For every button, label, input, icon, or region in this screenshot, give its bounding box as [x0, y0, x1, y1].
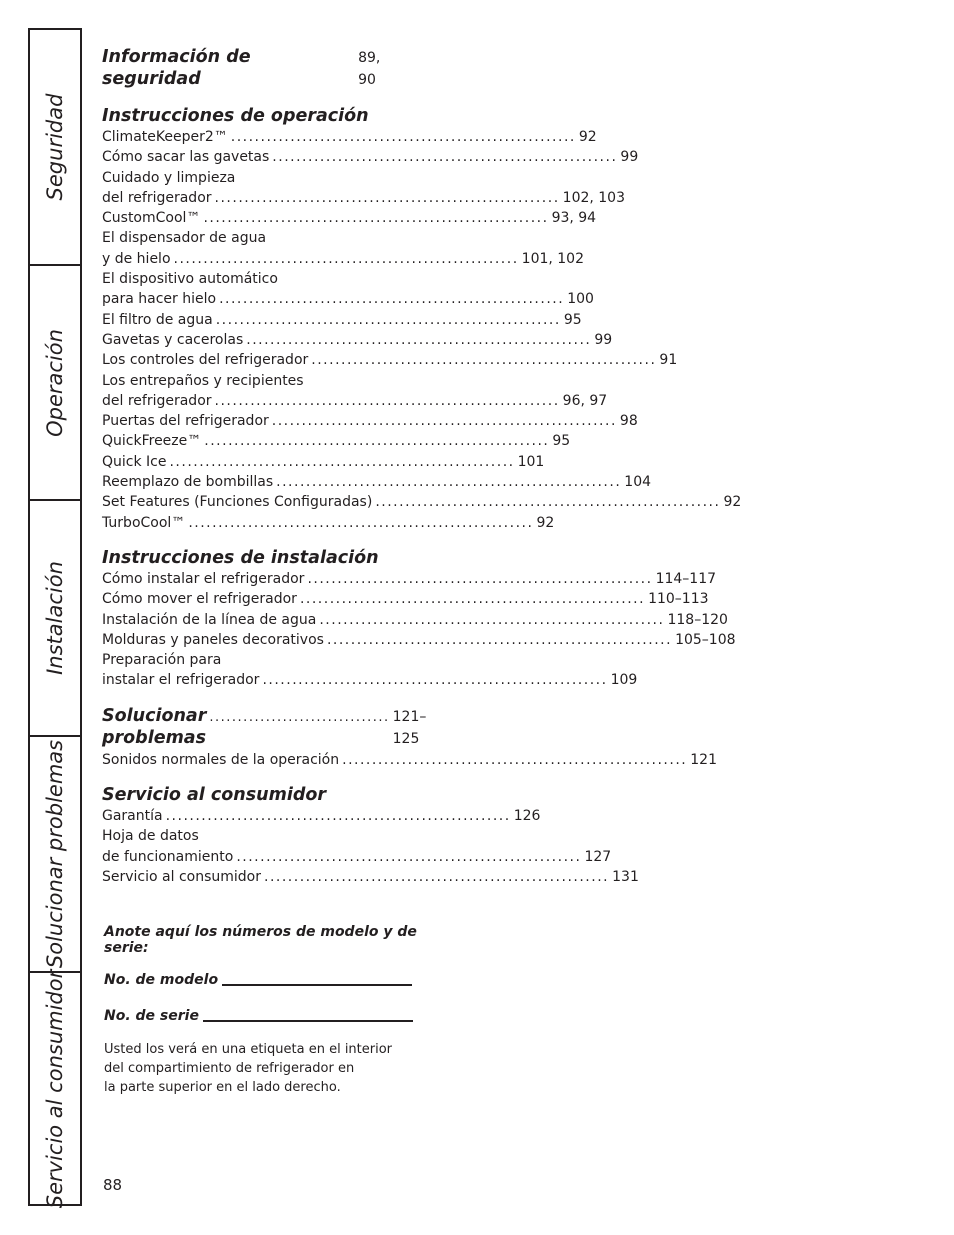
index-entry[interactable] — [102, 610, 728, 630]
entry-text: del refrigerador — [102, 392, 212, 409]
tab-label: Solucionar problemas — [43, 739, 67, 969]
section-problemas — [102, 705, 717, 770]
leader-dots: .......................................................... — [307, 570, 653, 587]
tab-label: Instalación — [43, 561, 67, 675]
index-entry[interactable] — [102, 391, 608, 411]
entry-line-prefix: Los entrepaños y recipientes — [102, 372, 304, 389]
leader-dots: .......................................................... — [219, 291, 565, 308]
index-entry[interactable] — [102, 350, 678, 370]
serial-number-field[interactable] — [104, 1004, 449, 1024]
index-entry[interactable] — [102, 310, 582, 330]
entry-text: Instalación de la línea de agua — [102, 611, 317, 628]
model-serial-record — [104, 924, 449, 1097]
leader-dots: .......................................................... — [272, 149, 618, 166]
table-of-contents — [102, 46, 742, 887]
page-ref: 114–117 — [655, 570, 717, 587]
entry-text: Molduras y paneles decorativos — [102, 631, 324, 648]
page-ref: 102, 103 — [562, 189, 625, 206]
entry-text: TurboCool™ — [102, 514, 186, 531]
page-ref: 101, 102 — [521, 250, 584, 267]
leader-dots: .......................................................... — [188, 514, 534, 531]
leader-dots: .......................................................... — [342, 751, 688, 768]
leader-dots: .......................................................... — [271, 413, 617, 430]
note-line: la parte superior en el lado derecho. — [104, 1080, 341, 1095]
index-entry[interactable] — [102, 249, 584, 269]
page-ref: 121–125 — [392, 708, 427, 747]
section-title: Servicio al consumidor — [102, 785, 327, 806]
section-title: Instrucciones de instalación — [102, 547, 379, 568]
index-entry[interactable] — [102, 330, 613, 350]
tab-instalacion[interactable] — [30, 501, 80, 737]
index-entry[interactable] — [102, 452, 545, 472]
tab-solucionar-problemas[interactable] — [30, 737, 80, 973]
page-ref: 98 — [619, 413, 638, 430]
leader-dots: .......................................................... — [319, 611, 665, 628]
leader-dots: .......................................................... — [165, 808, 511, 825]
serial-number-label: No. de serie — [104, 1008, 199, 1024]
index-entry[interactable] — [102, 472, 652, 492]
section-servicio — [102, 784, 639, 887]
tab-operacion[interactable] — [30, 266, 80, 501]
index-entry[interactable] — [102, 569, 717, 589]
entry-text: ClimateKeeper2™ — [102, 129, 228, 145]
leader-dots: .......................................................... — [262, 672, 608, 689]
entry-list — [102, 806, 639, 887]
section-instalacion — [102, 547, 736, 691]
index-entry-seguridad[interactable] — [102, 46, 402, 91]
entry-text: Los controles del refrigerador — [102, 352, 309, 369]
side-tab-strip — [28, 28, 82, 1206]
tab-label: Operación — [43, 328, 67, 437]
page-ref: 105–108 — [675, 631, 736, 648]
record-prompt: Anote aquí los números de modelo y de serie: — [104, 924, 417, 956]
entry-line-prefix: El dispositivo automático — [102, 271, 278, 288]
index-entry[interactable] — [102, 431, 571, 451]
index-entry[interactable] — [102, 806, 541, 826]
leader-dots: .......................................................... — [204, 433, 550, 450]
section-operacion — [102, 105, 742, 533]
index-entry[interactable] — [102, 492, 742, 512]
section-title: Instrucciones de operación — [102, 106, 369, 126]
page-ref: 89, 90 — [358, 50, 381, 88]
entry-line-prefix: El dispensador de agua — [102, 230, 267, 247]
entry-text: de funcionamiento — [102, 848, 234, 865]
section-heading — [102, 105, 402, 127]
page-ref: 92 — [723, 494, 742, 511]
index-entry[interactable] — [102, 670, 638, 690]
entry-text: Servicio al consumidor — [102, 868, 261, 885]
leader-dots: .......................................................... — [276, 474, 622, 491]
leader-dots: .......................................................... — [214, 189, 560, 206]
entry-text: Puertas del refrigerador — [102, 413, 269, 430]
serial-number-blank[interactable] — [203, 1020, 413, 1022]
entry-list — [102, 127, 742, 533]
page-ref: 126 — [513, 808, 541, 825]
index-entry[interactable] — [102, 208, 597, 228]
entry-text: del refrigerador — [102, 189, 212, 206]
index-entry[interactable] — [102, 289, 594, 309]
index-entry[interactable] — [102, 630, 736, 650]
page-ref: 92 — [536, 514, 555, 531]
entry-line-prefix: Preparación para — [102, 652, 222, 669]
leader-dots: .......................................................... — [299, 591, 646, 608]
section-title: Solucionar problemas — [102, 705, 207, 748]
page-ref: 95 — [552, 433, 571, 450]
entry-text: Cómo instalar el refrigerador — [102, 570, 305, 587]
entry-text: Quick Ice — [102, 453, 167, 470]
tab-label: Servicio al consumidor — [43, 969, 67, 1208]
entry-text: QuickFreeze™ — [102, 433, 202, 450]
entry-text: instalar el refrigerador — [102, 672, 260, 689]
page-ref: 95 — [563, 311, 582, 328]
section-heading — [102, 784, 402, 806]
entry-text: para hacer hielo — [102, 291, 217, 308]
leader-dots: .......................................................... — [311, 352, 657, 369]
leader-dots: .......................................................... — [246, 331, 592, 348]
leader-dots: .......................................................... — [215, 311, 561, 328]
page-ref: 101 — [517, 453, 545, 470]
page-ref: 91 — [659, 352, 678, 369]
index-entry[interactable] — [102, 589, 709, 609]
page-ref: 110–113 — [648, 591, 709, 608]
note-line: del compartimiento de refrigerador en — [104, 1061, 355, 1076]
entry-text: El filtro de agua — [102, 311, 213, 328]
page-number: 88 — [103, 1176, 123, 1194]
tab-servicio-al-consumidor[interactable] — [30, 969, 80, 1208]
index-entry[interactable] — [102, 188, 625, 208]
leader-dots: .......................................................... — [230, 129, 576, 145]
page-ref: 109 — [610, 672, 638, 689]
page-ref: 131 — [612, 868, 639, 885]
leader-dots: .......................................................... — [264, 868, 610, 885]
leader-dots: .......................................................... — [236, 848, 582, 865]
index-entry[interactable] — [102, 847, 612, 867]
label-location-note — [104, 1040, 449, 1097]
index-entry[interactable] — [102, 750, 717, 770]
tab-seguridad[interactable] — [30, 30, 80, 266]
section-title: Información de seguridad — [102, 47, 251, 89]
page-ref: 96, 97 — [562, 392, 608, 409]
model-number-blank[interactable] — [222, 984, 412, 986]
page-ref: 99 — [620, 149, 639, 166]
leader-dots: .......................................................... — [169, 453, 515, 470]
page-ref: 92 — [578, 129, 597, 145]
page-ref: 93, 94 — [551, 210, 597, 227]
note-line: Usted los verá en una etiqueta en el interior — [104, 1042, 393, 1057]
page-ref: 100 — [567, 291, 594, 308]
page-ref: 121 — [690, 751, 717, 768]
page-ref: 118–120 — [667, 611, 728, 628]
index-entry[interactable] — [102, 147, 639, 167]
page-ref: 127 — [584, 848, 612, 865]
entry-text: Gavetas y cacerolas — [102, 331, 244, 348]
entry-text: CustomCool™ — [102, 210, 201, 227]
page-ref: 99 — [594, 331, 613, 348]
entry-line-prefix: Cuidado y limpieza — [102, 169, 236, 186]
page-ref: 104 — [624, 474, 652, 491]
entry-text: Set Features (Funciones Configuradas) — [102, 494, 373, 511]
entry-line-prefix: Hoja de datos — [102, 828, 199, 845]
section-seguridad — [102, 46, 402, 91]
index-entry[interactable] — [102, 127, 597, 147]
leader-dots: .......................................................... — [375, 494, 721, 511]
leader-dots: .......................................................... — [203, 210, 549, 227]
section-heading — [102, 547, 402, 569]
leader-dots: ................................ — [209, 709, 390, 725]
model-number-label: No. de modelo — [104, 972, 219, 988]
entry-text: Garantía — [102, 808, 163, 825]
entry-text: Cómo mover el refrigerador — [102, 591, 297, 608]
leader-dots: .......................................................... — [173, 250, 519, 267]
entry-text: Reemplazo de bombillas — [102, 474, 274, 491]
entry-list — [102, 569, 736, 691]
model-number-field[interactable] — [104, 968, 449, 988]
index-entry-problemas[interactable] — [102, 705, 427, 750]
index-entry[interactable] — [102, 513, 555, 533]
entry-text: Sonidos normales de la operación — [102, 751, 340, 768]
index-entry[interactable] — [102, 411, 638, 431]
entry-list — [102, 750, 717, 770]
leader-dots: .......................................................... — [214, 392, 560, 409]
entry-text: y de hielo — [102, 250, 171, 267]
entry-text: Cómo sacar las gavetas — [102, 149, 270, 166]
leader-dots: .......................................................... — [326, 631, 673, 648]
tab-label: Seguridad — [43, 93, 67, 201]
index-entry[interactable] — [102, 867, 639, 887]
